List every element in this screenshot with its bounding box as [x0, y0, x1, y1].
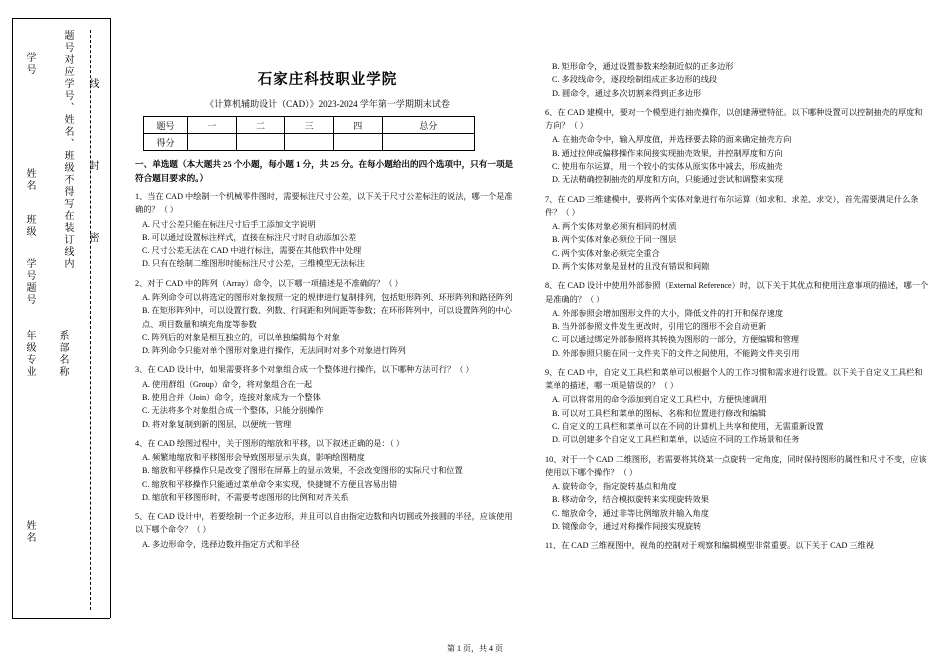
question-item	[545, 279, 930, 360]
question-option: C. 多段线命令，逐段绘制组成正多边形的线段	[552, 75, 718, 85]
question-option: B. 移动命令，结合模拟旋转来实现旋转效果	[552, 495, 709, 505]
question-option: C. 使用布尔运算，用一个较小的实体从原实体中减去，形成抽壳	[552, 161, 783, 171]
question-option: C. 缩放和平移操作只能通过菜单命令来实现，快捷键不方便且容易出错	[142, 479, 398, 489]
question-option: D. 阵列命令只能对单个图形对象进行操作，无法同时对多个对象进行阵列	[142, 346, 406, 356]
question-option: A. 使用群组（Group）命令，将对象组合在一起	[142, 379, 313, 389]
label-name-2: 姓名	[24, 520, 35, 544]
score-table-cell	[382, 134, 474, 151]
score-table-cell: 总分	[382, 117, 474, 134]
question-stem: 11、在 CAD 三维视图中，视角的控制对于观察和编辑模型非常重要。以下关于 CAD 三维视	[545, 541, 875, 551]
question-option: A. 两个实体对象必须有相同的材质	[552, 222, 677, 232]
label-name: 姓名	[24, 168, 35, 192]
score-table-row-head: 得分	[144, 134, 188, 151]
question-option: A. 可以将常用的命令添加到自定义工具栏中，方便快速调用	[552, 395, 767, 405]
score-table-cell: 四	[333, 117, 382, 134]
question-option: C. 可以通过绑定外部参照将其转换为图形的一部分，方便编辑和管理	[552, 335, 799, 345]
question-item	[545, 366, 930, 447]
page-footer: 第 1 页，共 4 页	[447, 644, 503, 653]
question-stem: 2、对于 CAD 中的阵列（Array）命令，以下哪一项描述是不准确的？（ ）	[135, 278, 403, 288]
question-option: B. 使用合并（Join）命令，连接对象成为一个整体	[142, 392, 321, 402]
question-option: B. 缩放和平移操作只是改变了图形在屏幕上的显示效果，不会改变图形的实际尺寸和位置	[142, 466, 463, 476]
question-stem: 6、在 CAD 建模中，要对一个模型进行抽壳操作，以创建薄壁特征。以下哪种设置可以控制抽壳的厚度和方向？（ ）	[545, 107, 923, 131]
question-stem: 7、在 CAD 三维建模中，要将两个实体对象进行布尔运算（如求和、求差、求交），首先需要满足什么条件？（ ）	[545, 194, 919, 217]
question-option: C. 尺寸公差无法在 CAD 中进行标注，需要在其他软件中处理	[142, 246, 362, 256]
question-item	[545, 193, 930, 274]
question-option: C. 缩放命令，通过非等比例缩放并输入角度	[552, 508, 709, 518]
question-column-right	[545, 60, 930, 554]
question-option: B. 当外部参照文件发生更改时，引用它的图形不会自动更新	[552, 322, 767, 332]
score-table-row-head: 题号	[144, 117, 188, 134]
score-table	[143, 116, 475, 151]
label-seal-note: 题号对应学号、姓名、班级不得写在装订线内	[62, 30, 73, 270]
margin-rule-left	[12, 18, 13, 618]
question-item	[135, 363, 520, 430]
question-option: D. 圆命令，通过多次切割来得到正多边形	[552, 88, 702, 98]
question-option: D. 将对象复制到新的图层，以便统一管理	[142, 419, 292, 429]
label-class: 班级	[24, 214, 35, 238]
question-stem: 8、在 CAD 设计中使用外部参照（External Reference）时，以下关于其优点和使用注意事项的描述，哪一个是准确的？（ ）	[545, 281, 929, 304]
question-item	[135, 190, 520, 271]
table-row	[144, 117, 475, 134]
score-table-cell: 二	[236, 117, 285, 134]
question-stem: 10、对于一个 CAD 二维图形，若需要将其绕某一点旋转一定角度，同时保持图形的属性和尺寸不变，应该使用以下哪个操作？（ ）	[545, 454, 927, 477]
label-grade-major: 年级专业	[24, 330, 35, 378]
question-item	[545, 453, 930, 534]
margin-rule-bottom	[12, 618, 110, 619]
seal-margin	[0, 0, 118, 672]
score-table-cell	[285, 134, 334, 151]
school-title: 石家庄科技职业学院	[257, 72, 398, 88]
question-option: D. 两个实体对象是显材的且没有错误和间隙	[552, 261, 710, 271]
question-option: B. 可以对工具栏和菜单的图标、名称和位置进行修改和编辑	[552, 408, 767, 418]
margin-rule-top	[12, 18, 110, 19]
seal-dashed-line	[90, 30, 91, 610]
score-table-cell: 三	[285, 117, 334, 134]
question-stem: 3、在 CAD 设计中，如果需要将多个对象组合成一个整体进行操作，以下哪种方法可行？（ ）	[135, 365, 474, 375]
score-table-cell: 一	[188, 117, 237, 134]
question-item	[135, 510, 520, 551]
question-item	[545, 106, 930, 187]
question-option: A. 尺寸公差只能在标注尺寸后手工添加文字说明	[142, 219, 316, 229]
question-option: B. 在矩形阵列中，可以设置行数、列数、行间距和列间距等参数；在环形阵列中，可以设置阵列的中心点、项目数量和填充角度等参数	[142, 306, 512, 329]
question-option: D. 可以创建多个自定义工具栏和菜单，以适应不同的工作场景和任务	[552, 435, 800, 445]
label-student-id-2: 学号题号	[24, 258, 35, 306]
margin-rule-right	[110, 18, 111, 618]
score-table-cell	[333, 134, 382, 151]
label-seal-mi: 密	[87, 232, 98, 244]
question-item-continued	[545, 60, 930, 100]
question-option: B. 通过拉伸或偏移操作来间接实现抽壳效果，并控制厚度和方向	[552, 148, 783, 158]
question-stem: 5、在 CAD 设计中，若要绘制一个正多边形，并且可以自由指定边数和内切圆或外接圆的半径，应该使用以下哪个命令？（ ）	[135, 512, 513, 535]
question-option: C. 无法将多个对象组合成一个整体，只能分别操作	[142, 406, 324, 416]
question-stem: 1、当在 CAD 中绘制一个机械零件图时，需要标注尺寸公差，以下关于尺寸公差标注的说法，哪一个是准确的？（ ）	[135, 192, 513, 215]
label-student-id: 学号	[24, 52, 35, 76]
table-row	[144, 134, 475, 151]
question-item	[135, 437, 520, 504]
question-option: D. 缩放和平移图形时，不需要考虑图形的比例和对齐关系	[142, 492, 349, 502]
question-option: C. 两个实体对象必须完全重合	[552, 248, 660, 258]
question-option: B. 矩形命令，通过设置参数来绘制近似的正多边形	[552, 62, 734, 71]
question-column-left	[135, 190, 520, 551]
score-table-cell	[188, 134, 237, 151]
question-option: C. 阵列后的对象是相互独立的，可以单独编辑每个对象	[142, 332, 340, 342]
label-department: 系部名称	[57, 330, 68, 378]
question-stem: 4、在 CAD 绘图过程中，关于图形的缩放和平移，以下叙述正确的是：（ ）	[135, 438, 405, 448]
label-seal-xian: 线	[87, 78, 98, 90]
paper-content	[125, 0, 937, 672]
question-item	[545, 539, 930, 552]
section-title: 一、单选题（本大题共 25 个小题，每小题 1 分，共 25 分。在每小题给出的四个选项中，只有一项是符合题目要求的。）	[135, 159, 514, 183]
question-option: B. 可以通过设置标注样式，直接在标注尺寸时自动添加公差	[142, 232, 357, 242]
question-option: B. 两个实体对象必须位于同一图层	[552, 235, 677, 245]
exam-subtitle: 《计算机辅助设计（CAD）》2023-2024 学年第一学期期末试卷	[205, 99, 450, 109]
question-option: C. 自定义的工具栏和菜单可以在不同的计算机上共享和使用，无需重新设置	[552, 422, 824, 432]
question-option: D. 外部参照只能在同一文件夹下的文件之间使用，不能跨文件夹引用	[552, 348, 800, 358]
question-option: A. 旋转命令，指定旋转基点和角度	[552, 482, 677, 492]
label-seal-feng: 封	[87, 160, 98, 172]
score-table-cell	[236, 134, 285, 151]
question-option: A. 频繁地缩放和平移图形会导致图形显示失真，影响绘图精度	[142, 453, 365, 463]
question-option: D. 只有在绘制二维图形时能标注尺寸公差，三维模型无法标注	[142, 259, 365, 269]
question-option: D. 无法精确控制抽壳的厚度和方向，只能通过尝试和调整来实现	[552, 175, 784, 185]
question-option: A. 多边形命令，选择边数并指定方式和半径	[142, 539, 300, 549]
question-option: A. 阵列命令可以将选定的图形对象按照一定的规律进行复制排列，包括矩形阵列、环形阵列和路径阵列	[142, 292, 513, 302]
question-option: A. 外部参照会增加图形文件的大小，降低文件的打开和保存速度	[552, 308, 784, 318]
question-option: A. 在抽壳命令中，输入厚度值，并选择要去除的面来确定抽壳方向	[552, 135, 792, 145]
question-item	[135, 277, 520, 358]
question-option: D. 镜像命令，通过对称操作间接实现旋转	[552, 522, 702, 531]
question-stem: 9、在 CAD 中，自定义工具栏和菜单可以根据个人的工作习惯和需求进行设置。以下关于自定义工具栏和菜单的描述，哪一项是错误的？（ ）	[545, 367, 923, 391]
